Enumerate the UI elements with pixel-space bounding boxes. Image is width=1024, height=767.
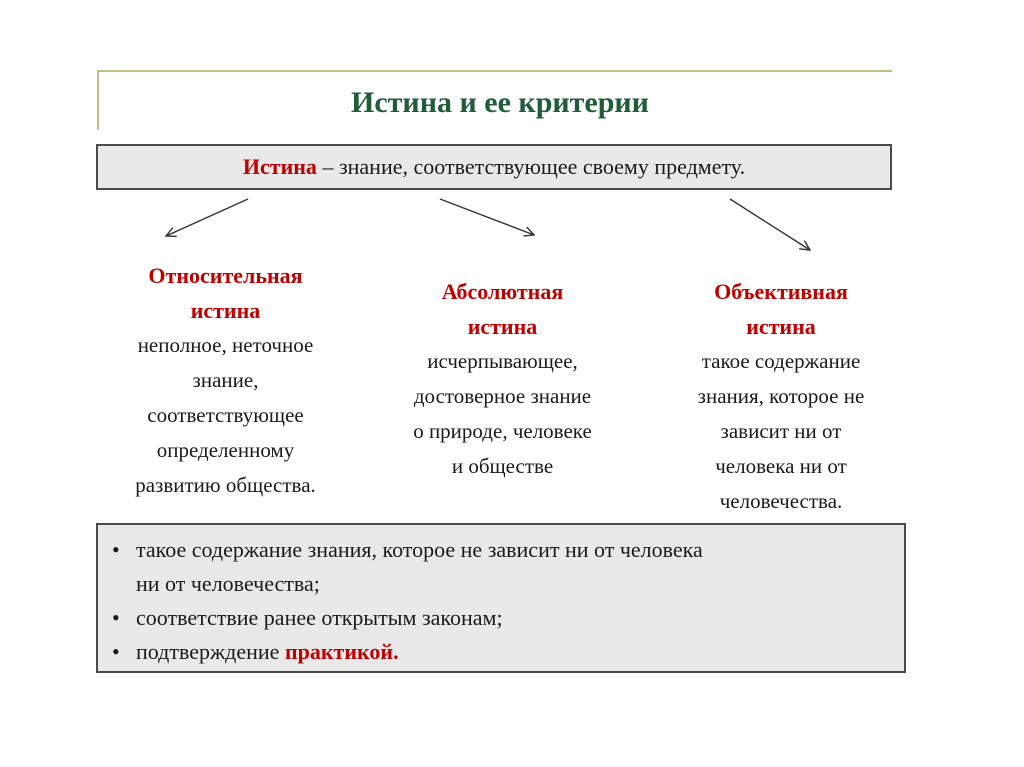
relative-truth-title-line1: Относительная — [148, 263, 303, 288]
criteria-box — [96, 523, 906, 673]
slide-title: Истина и ее критерии — [351, 86, 649, 119]
objective-truth-line: такое содержание — [701, 349, 861, 373]
criteria-item — [110, 533, 892, 601]
absolute-truth-line: достоверное знание — [413, 384, 592, 408]
absolute-truth-title-line1: Абсолютная — [441, 279, 564, 304]
criteria-item — [110, 635, 892, 669]
absolute-truth-line: о природе, человеке — [413, 419, 592, 443]
bullet-icon: • — [112, 639, 120, 664]
criteria-item-text: соответствие ранее открытым законам; — [136, 605, 503, 630]
relative-truth-line: неполное, неточное — [137, 333, 314, 357]
bullet-icon: • — [112, 605, 120, 630]
bullet-icon: • — [112, 537, 120, 562]
relative-truth-line: определенному — [156, 438, 295, 462]
criteria-item — [110, 601, 892, 635]
relative-truth-line: соответствующее — [147, 403, 304, 427]
criteria-item-text: подтверждение — [136, 639, 285, 664]
criteria-item-text: такое содержание знания, которое не зависит ни от человека — [136, 537, 703, 562]
relative-truth-line: развитию общества. — [135, 473, 316, 497]
objective-truth-line: человечества. — [719, 489, 843, 513]
relative-truth-block — [88, 258, 363, 503]
header-top-rule — [97, 70, 892, 72]
definition-text: – знание, соответствующее своему предмету. — [316, 154, 746, 179]
objective-truth-line: знания, которое не — [697, 384, 865, 408]
objective-truth-title-line1: Объективная — [714, 279, 848, 304]
arrow-to-relative — [166, 199, 248, 236]
objective-truth-line: зависит ни от — [720, 419, 842, 443]
criteria-item-text-continued: ни от человечества; — [136, 571, 320, 596]
objective-truth-line: человека ни от — [715, 454, 847, 478]
absolute-truth-block — [370, 274, 635, 484]
arrow-to-objective — [730, 199, 810, 250]
criteria-list — [110, 533, 892, 669]
absolute-truth-line: исчерпывающее, — [427, 349, 578, 373]
relative-truth-title-line2: истина — [190, 298, 261, 323]
header-left-rule — [97, 70, 99, 130]
objective-truth-block — [656, 274, 906, 519]
absolute-truth-title-line2: истина — [467, 314, 538, 339]
absolute-truth-line: и обществе — [451, 454, 554, 478]
relative-truth-line: знание, — [192, 368, 259, 392]
definition-box — [96, 144, 892, 190]
criteria-accent-practice: практикой. — [284, 639, 399, 664]
arrow-to-absolute — [440, 199, 534, 235]
definition-term: Истина — [242, 154, 317, 179]
objective-truth-title-line2: истина — [746, 314, 816, 339]
